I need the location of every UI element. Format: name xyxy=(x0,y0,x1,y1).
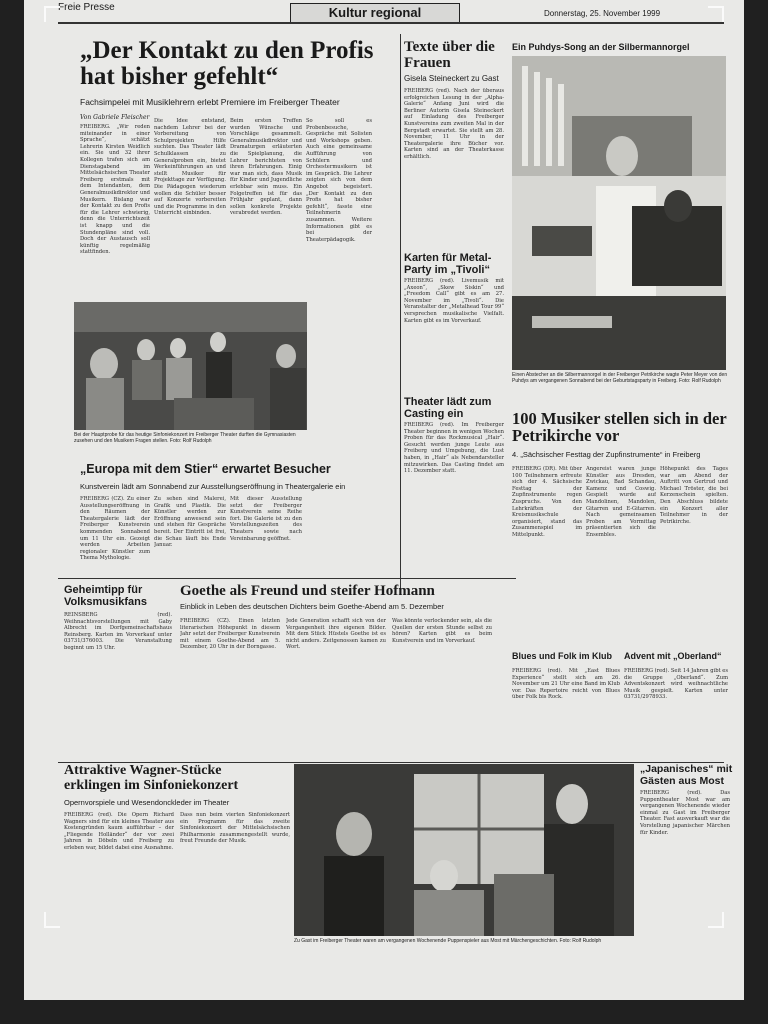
advent-title: Advent mit „Oberland“ xyxy=(624,651,722,661)
crop-mark-top-left xyxy=(44,6,60,22)
japanisch-body: FREIBERG (red). Das Puppentheater Most war am vergangenen Wochenende wieder einmal zu Gast im Freiberger Theater. Fast ausverkauft war die Vorstellung japanischer Märchen für Kinder. xyxy=(640,790,730,836)
musiker-title: 100 Musiker stellen sich in der Petrikirche vor xyxy=(512,409,727,446)
rehearsal-photo xyxy=(74,302,307,430)
stier-title: „Europa mit dem Stier“ erwartet Besucher xyxy=(80,462,331,476)
musiker-column-2: Angereist waren junge Künstler aus Dresden, Zwickau, Bad Schandau, Kamenz und Coswig. Gespielt wurde auf Mandolinen, Mandolen, Gitarren und E-Gitarren. Nach gemeinsamen Proben am Vormittag präsentierten sich die Ensembles. xyxy=(586,466,656,538)
hofmann-column-3: Was könnte verlockender sein, als die Quellen der ersten Stunde selbst zu hören? Karten gibt es beim Kunstverein und im Vorverkauf. xyxy=(392,618,492,644)
blues-title: Blues und Folk im Klub xyxy=(512,651,613,661)
geheimtipp-title: Geheimtipp für Volksmusikfans xyxy=(64,584,147,609)
kontakt-byline: Von Gabriele Fleischer xyxy=(80,114,150,121)
blues-body: FREIBERG (red). Mit „East Blues Experience“ stellt sich am 26. November um 21 Uhr eine Band im Klub vor. Das Repertoire reicht von Blues über Folk bis Rock. xyxy=(512,668,620,701)
hofmann-column-2: Jede Generation schafft sich von der Vergangenheit ihre eigenen Bilder. Mit dem Stück Hüstels Goethe ist es nicht anders. Zeitgenossen kamen zu Wort. xyxy=(286,618,386,651)
rehearsal-caption: Bei der Hauptprobe für das heutige Sinfoniekonzert im Freiberger Theater durften die Gymnasiasten zusehen und den Musikern Fragen stellen. Foto: Rolf Rudolph xyxy=(74,432,296,444)
texte-subtitle: Gisela Steineckert zu Gast xyxy=(404,74,499,83)
stier-column-3: Mit dieser Ausstellung setzt der Freiberger Kunstverein seine Reihe fort. Die Galerie ist zu den Vorstellungszeiten des Theaters sowie nach Vereinbarung geöffnet. xyxy=(230,496,302,542)
texte-title: Texte über die Frauen xyxy=(404,39,495,71)
wagner-subtitle: Opernvorspiele und Wesendonckleder im Theater xyxy=(64,798,230,807)
crop-mark-top-right xyxy=(708,6,724,22)
kontakt-column-3: Beim ersten Treffen wurden Wünsche und Vorschläge gesammelt. Generalmusikdirektor und Dramaturgen erläuterten die Spielplanung, die Lehrer berichteten von ihren Erfahrungen. Einig war man sich, dass Musik für Kinder und Jugendliche erlebbar sein muss. Ein Folgetreffen ist für das Frühjahr geplant, dann sollen konkrete Projekte verabredet werden. xyxy=(230,118,302,217)
japanisch-title: „Japanisches“ mit Gästen aus Most xyxy=(640,763,733,787)
column-rule xyxy=(400,34,401,594)
casting-body: FREIBERG (red). Im Freiberger Theater beginnen in wenigen Wochen Proben für das Rockmusical „Hair“. Gesucht werden junge Leute aus Freiberg und Umgebung, die Lust haben, in „Hair“ als Nebendarsteller mitzuwirken. Das Casting findet am 11. Dezember statt. xyxy=(404,422,504,475)
texte-body: FREIBERG (red). Nach der überaus erfolgreichen Lesung in der „Alpha-Galerie“ Anfang Juni wird die Berliner Autorin Gisela Steineckert auf Einladung des Freiberger Kunstvereins zum zweiten Mal in der Bergstadt erwartet. Sie stellt am 28. November, 11 Uhr in der Theatergalerie ihre Bücher vor. Karten sind an der Theaterkasse erhältlich. xyxy=(404,88,504,160)
wagner-column-2: Dass nun beim vierten Sinfoniekonzert ein Programm für das zweite Sinfoniekonzert der Mittelsächsischen Philharmonie zusammengestellt wurde, freut Freunde der Musik. xyxy=(180,812,290,845)
section-title: Kultur regional xyxy=(290,3,460,23)
stier-column-1: FREIBERG (CZ). Zu einer Ausstellungseröffnung in den Räumen der Theatergalerie lädt der Freiberger Kunstverein kommenden Sonnabend um 11 Uhr ein. Gezeigt werden Arbeiten regionaler Künstler zum Thema Mythologie. xyxy=(80,496,150,562)
paper-name: Freie Presse xyxy=(58,2,115,13)
geheimtipp-body: REINSBERG (red). Weihnachtsvorstellungen mit Gaby Albrecht im Dorfgemeinschaftshaus Reinsberg. Karten im Vorverkauf unter 03731/376003. Die Veranstaltung beginnt um 15 Uhr. xyxy=(64,612,172,651)
organ-caption: Einen Abstecher an die Silbermannorgel in der Freiberger Petrikirche wagte Peter Meyer von den Puhdys am vergangenen Sonnabend bei der Geburtstagsparty in Freiberg. Foto: Rolf Rudolph xyxy=(512,372,728,384)
puppet-photo xyxy=(294,764,634,936)
stier-subtitle: Kunstverein lädt am Sonnabend zur Ausstellungseröffnung in Theatergalerie ein xyxy=(80,482,346,491)
crop-mark-bottom-right xyxy=(708,912,724,928)
casting-title: Theater lädt zum Casting ein xyxy=(404,396,492,421)
hofmann-subtitle: Einblick in Leben des deutschen Dichters beim Goethe-Abend am 5. Dezember xyxy=(180,602,444,611)
wagner-title: Attraktive Wagner-Stücke erklingen im Sinfoniekonzert xyxy=(64,763,239,793)
kontakt-column-1: FREIBERG. „Wir reden miteinander in einer Sprache“, schätzt Lehrerin Kirsten Weidlich ein. Sie und 32 ihrer Kollegen trafen sich am Dienstagabend im Mittelsächsischen Theater Freiberg erstmals mit dem Intendanten, dem Generalmusikdirektor und Musikern. Bislang war der Kontakt zu den Profis für die Lehrer schwierig, denn die Unterrichtszeit ist knapp und die Stundenpläne sind voll. Doch der Austausch soll künftig regelmäßig stattfinden. xyxy=(80,124,150,256)
musiker-column-1: FREIBERG (DR). Mit über 100 Teilnehmern erfreute sich der 4. Sächsische Festtag der Zupfinstrumente regen Zuspruchs. Von den Lehrkräften der Kreismusikschule organisiert, stand das Zusammenspiel im Mittelpunkt. xyxy=(512,466,582,538)
issue-date: Donnerstag, 25. November 1999 xyxy=(544,9,661,18)
organ-photo xyxy=(512,56,726,370)
section-rule xyxy=(58,578,516,579)
kontakt-column-4: So soll es Probenbesuche, Gespräche mit Solisten und Workshops geben. Auch eine gemeinsame Aufführung von Schülern und Orchestermusikern ist im Gespräch. Die Lehrer zeigten sich von dem Angebot begeistert. „Der Kontakt zu den Profis hat bisher gefehlt“, fasste eine Teilnehmerin zusammen. Weitere Informationen gibt es bei der Theaterpädagogik. xyxy=(306,118,372,243)
musiker-column-3: Höhepunkt des Tages war am Abend der Auftritt von Gertrud und Michael Tröster, die bei Kerzenschein spielten. Den Abschluss bildete ein Konzert aller Teilnehmer in der Petrikirche. xyxy=(660,466,728,525)
kontakt-title: „Der Kontakt zu den Profis hat bisher gefehlt“ xyxy=(80,37,374,91)
hofmann-column-1: FREIBERG (CZ). Einen letzten literarischen Höhepunkt in diesem Jahr setzt der Freiberger Kunstverein mit einem Goethe-Abend am 5. Dezember, 20 Uhr in der Borngasse. xyxy=(180,618,280,651)
newspaper-page xyxy=(24,0,744,1000)
puppet-caption: Zu Gast im Freiberger Theater waren am vergangenen Wochenende Puppenspieler aus Most mit Märchengeschichten. Foto: Rolf Rudolph xyxy=(294,938,602,944)
wagner-column-1: FREIBERG (red). Die Opern Richard Wagners sind für ein kleines Theater aus Kostengründen kaum aufführbar – der „Fliegende Holländer“ der vor zwei Jahren in Döbeln und Freiberg zu erleben war, bildet dabei eine Ausnahme. xyxy=(64,812,174,851)
musiker-subtitle: 4. „Sächsischer Festtag der Zupfinstrumente“ in Freiberg xyxy=(512,450,701,459)
puhdys-title: Ein Puhdys-Song an der Silbermannorgel xyxy=(512,42,690,52)
metal-body: FREIBERG (red). Livemusik mit „Axeon“, „Skew Siskin“ und „Freedom Call“ gibt es am 27. November im „Tivoli“. Die Veranstalter der „Metalhead Tour 99“ versprechen musikalische Vielfalt. Karten gibt es im Vorverkauf. xyxy=(404,278,504,324)
advent-body: FREIBERG (red). Seit 14 Jahren gibt es die Gruppe „Oberland“. Zum Adventskonzert wird weihnachtliche Musik gespielt. Karten unter 03731/2978933. xyxy=(624,668,728,701)
kontakt-column-2: Die Idee entstand, nachdem Lehrer bei der Vorbereitung von Schulprojekten Hilfe suchten. Das Theater lädt Schulklassen zu Generalproben ein, bietet Werkeinführungen an und stellt Musiker für Projekttage zur Verfügung. Die Pädagogen wiederum wollen die Schüler besser auf Konzerte vorbereiten und die Programme in den Unterricht einbinden. xyxy=(154,118,226,217)
kontakt-subtitle: Fachsimpelei mit Musiklehrern erlebt Premiere im Freiberger Theater xyxy=(80,97,340,107)
crop-mark-bottom-left xyxy=(44,912,60,928)
masthead-rule xyxy=(58,22,724,24)
stier-column-2: Zu sehen sind Malerei, Grafik und Plastik. Die Künstler werden zur Eröffnung anwesend sein und stehen für Gespräche bereit. Der Eintritt ist frei, die Schau läuft bis Ende Januar. xyxy=(154,496,226,549)
hofmann-title: Goethe als Freund und steifer Hofmann xyxy=(180,583,435,599)
metal-title: Karten für Metal-Party im „Tivoli“ xyxy=(404,252,492,277)
